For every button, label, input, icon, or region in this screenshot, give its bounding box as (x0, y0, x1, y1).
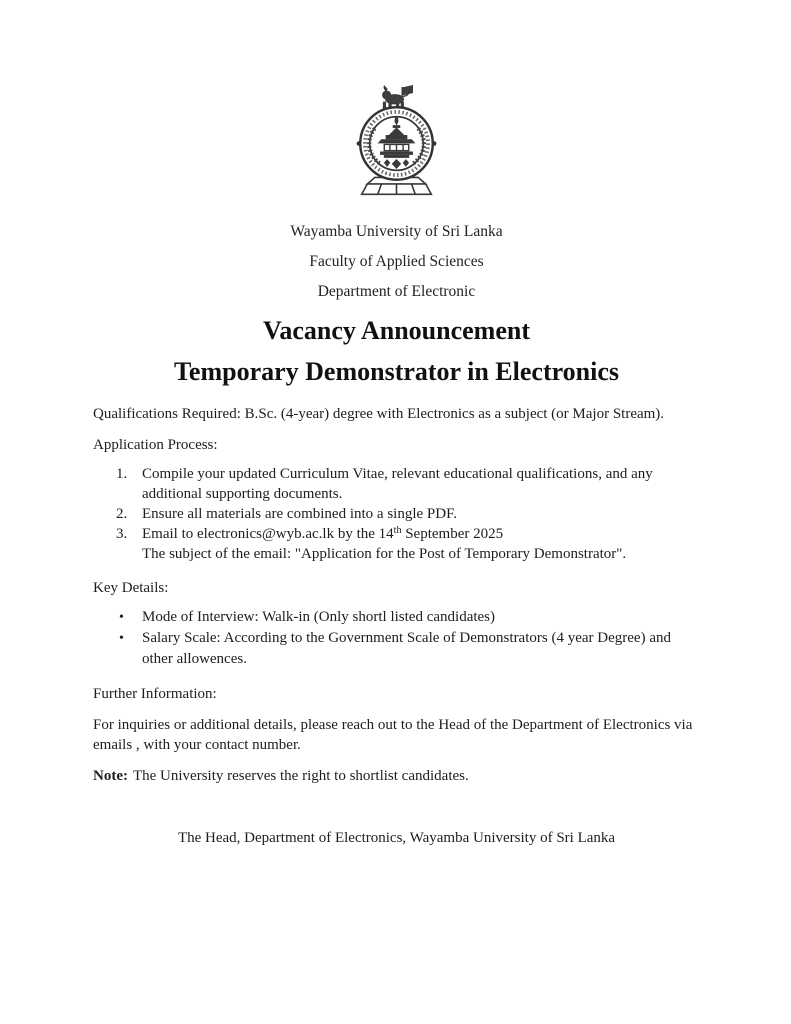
note-label: Note: (93, 768, 128, 784)
faculty-name: Faculty of Applied Sciences (309, 253, 484, 270)
signature-line: The Head, Department of Electronics, Wayamba University of Sri Lanka (177, 830, 616, 846)
further-information-heading: Further Information: (93, 686, 217, 702)
step-number: 2. (116, 506, 128, 522)
bullet-text: Mode of Interview: Walk-in (Only shortl listed candidates) (142, 609, 496, 625)
bullet-item (93, 628, 700, 670)
email-subject-line: The subject of the email: "Application for the Post of Temporary Demonstrator". (142, 546, 627, 562)
note-line (93, 766, 700, 786)
step-text: Ensure all materials are combined into a single PDF. (142, 506, 457, 522)
step-text (142, 524, 700, 544)
application-step (93, 464, 700, 504)
application-step (93, 504, 700, 524)
note-text: The University reserves the right to shortlist candidates. (132, 768, 469, 784)
university-crest-icon (340, 84, 453, 203)
vacancy-title: Vacancy Announcement (262, 316, 530, 345)
application-step-continuation (93, 544, 700, 564)
university-crest-logo (93, 84, 700, 208)
bullet-item (93, 607, 700, 628)
key-details-heading: Key Details: (93, 580, 169, 596)
position-title: Temporary Demonstrator in Electronics (173, 357, 620, 386)
application-process-heading: Application Process: (93, 437, 218, 453)
department-name: Department of Electronic (317, 283, 476, 300)
application-step (93, 524, 700, 544)
qualifications-line: Qualifications Required: B.Sc. (4-year) degree with Electronics as a subject (or Major Stream). (93, 406, 665, 422)
email-deadline-text: Email to electronics@wyb.ac.lk by the 14 (142, 526, 394, 542)
email-deadline-date: September 2025 (401, 526, 504, 542)
application-steps-list (93, 464, 700, 564)
step-number: 1. (116, 466, 128, 482)
university-name: Wayamba University of Sri Lanka (290, 223, 503, 240)
bullet-icon: • (119, 631, 124, 646)
bullet-text: Salary Scale: According to the Government Scale of Demonstrators (4 year Degree) and other allowences. (142, 630, 671, 667)
step-text: Compile your updated Curriculum Vitae, relevant educational qualifications, and any additional supporting documents. (142, 466, 653, 502)
key-details-list (93, 607, 700, 670)
inquiries-paragraph: For inquiries or additional details, please reach out to the Head of the Department of Electronics via emails , with your contact number. (93, 717, 693, 753)
ordinal-suffix: th (393, 525, 402, 536)
bullet-icon: • (119, 610, 124, 625)
step-number: 3. (116, 526, 128, 542)
